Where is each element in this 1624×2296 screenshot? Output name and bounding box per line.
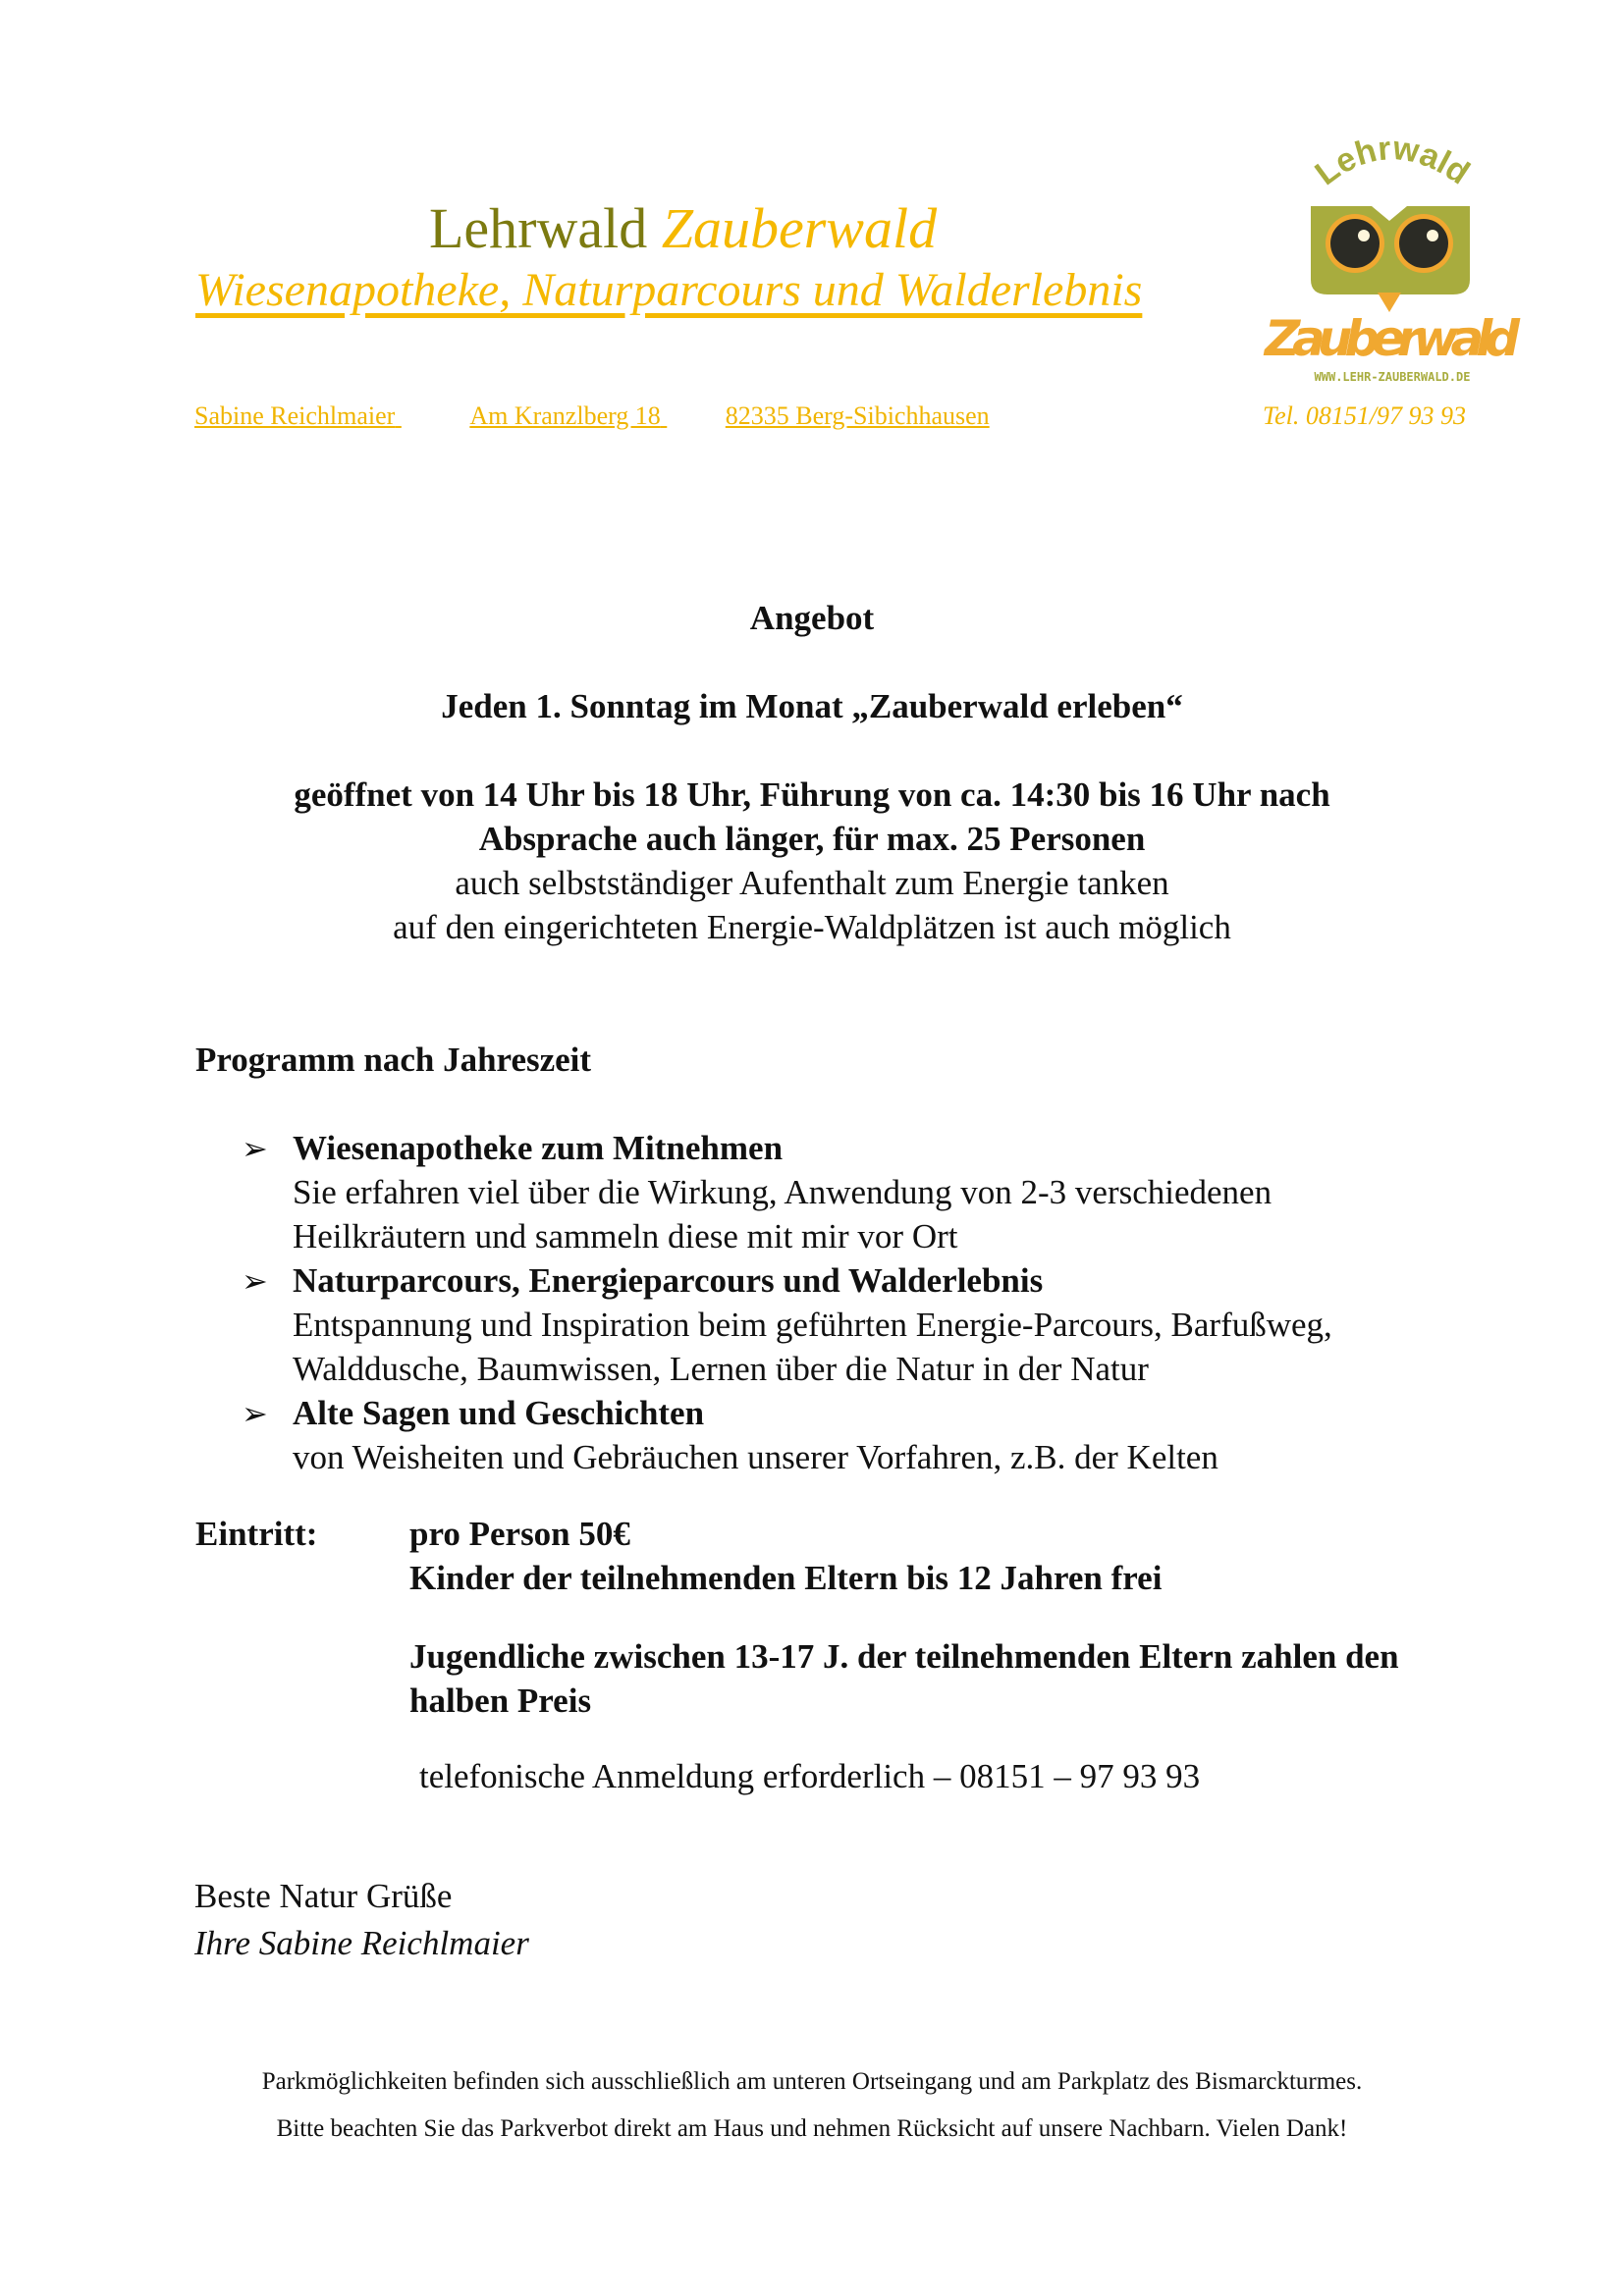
svg-text:WWW.LEHR-ZAUBERWALD.DE: WWW.LEHR-ZAUBERWALD.DE — [1314, 370, 1471, 384]
footer-line: Bitte beachten Sie das Parkverbot direkt am Haus und nehmen Rücksicht auf unsere Nachbarn. Vielen Dank! — [276, 2115, 1348, 2142]
program-item-text: Heilkräutern und sammeln diese mit mir vor Ort — [293, 1217, 958, 1255]
offer-line: geöffnet von 14 Uhr bis 18 Uhr, Führung von ca. 14:30 bis 16 Uhr nach — [294, 775, 1330, 814]
offer-line: auch selbstständiger Aufenthalt zum Energie tanken — [455, 864, 1169, 902]
arrow-bullet-icon: ➢ — [242, 1263, 268, 1299]
program-item-text: Entspannung und Inspiration beim geführten Energie-Parcours, Barfußweg, — [293, 1306, 1332, 1344]
subtitle: Wiesenapotheke, Naturparcours und Walderlebnis — [195, 264, 1143, 316]
phone: Tel. 08151/97 93 93 — [1263, 401, 1467, 430]
program-item-text: Sie erfahren viel über die Wirkung, Anwendung von 2-3 verschiedenen — [293, 1173, 1272, 1211]
page-title — [429, 196, 938, 260]
program-item-title: Wiesenapotheke zum Mitnehmen — [293, 1129, 784, 1167]
admission-line: halben Preis — [409, 1682, 592, 1720]
offer-line: Absprache auch länger, für max. 25 Personen — [478, 820, 1146, 858]
program-heading: Programm nach Jahreszeit — [195, 1041, 592, 1079]
offer-heading: Angebot — [749, 599, 875, 637]
address-line — [194, 403, 990, 429]
svg-text:Zauberwald: Zauberwald — [1265, 310, 1520, 367]
arrow-bullet-icon: ➢ — [242, 1396, 268, 1431]
title-part2: Zauberwald — [661, 196, 938, 260]
program-item-text: von Weisheiten und Gebräuchen unserer Vorfahren, z.B. der Kelten — [293, 1438, 1218, 1476]
admission-label: Eintritt: — [195, 1515, 318, 1553]
title-part1: Lehrwald — [429, 196, 648, 260]
greeting: Beste Natur Grüße — [194, 1877, 453, 1915]
offer-line: auf den eingerichteten Energie-Waldplätzen ist auch möglich — [393, 908, 1231, 946]
svg-text:Lehrwald: Lehrwald — [1308, 129, 1477, 193]
logo — [1262, 128, 1527, 393]
address-name: Sabine Reichlmaier — [194, 401, 396, 430]
admission-line: Jugendliche zwischen 13-17 J. der teilnehmenden Eltern zahlen den — [409, 1637, 1399, 1676]
signature: Ihre Sabine Reichlmaier — [194, 1924, 529, 1962]
footer-line: Parkmöglichkeiten befinden sich ausschließlich am unteren Ortseingang und am Parkplatz des Bismarckturmes. — [261, 2068, 1363, 2095]
registration-note: telefonische Anmeldung erforderlich – 08151 – 97 93 93 — [419, 1757, 1201, 1795]
program-item-text: Walddusche, Baumwissen, Lernen über die Natur in der Natur — [293, 1350, 1149, 1388]
offer-line: Jeden 1. Sonntag im Monat „Zauberwald erleben“ — [441, 687, 1183, 725]
arrow-bullet-icon: ➢ — [242, 1131, 268, 1166]
address-city: 82335 Berg-Sibichhausen — [725, 401, 990, 430]
admission-line: pro Person 50€ — [409, 1515, 630, 1553]
program-item-title: Alte Sagen und Geschichten — [293, 1394, 705, 1432]
address-street: Am Kranzlberg 18 — [469, 401, 661, 430]
admission-line: Kinder der teilnehmenden Eltern bis 12 Jahren frei — [409, 1559, 1163, 1597]
program-item-title: Naturparcours, Energieparcours und Walderlebnis — [293, 1261, 1044, 1300]
